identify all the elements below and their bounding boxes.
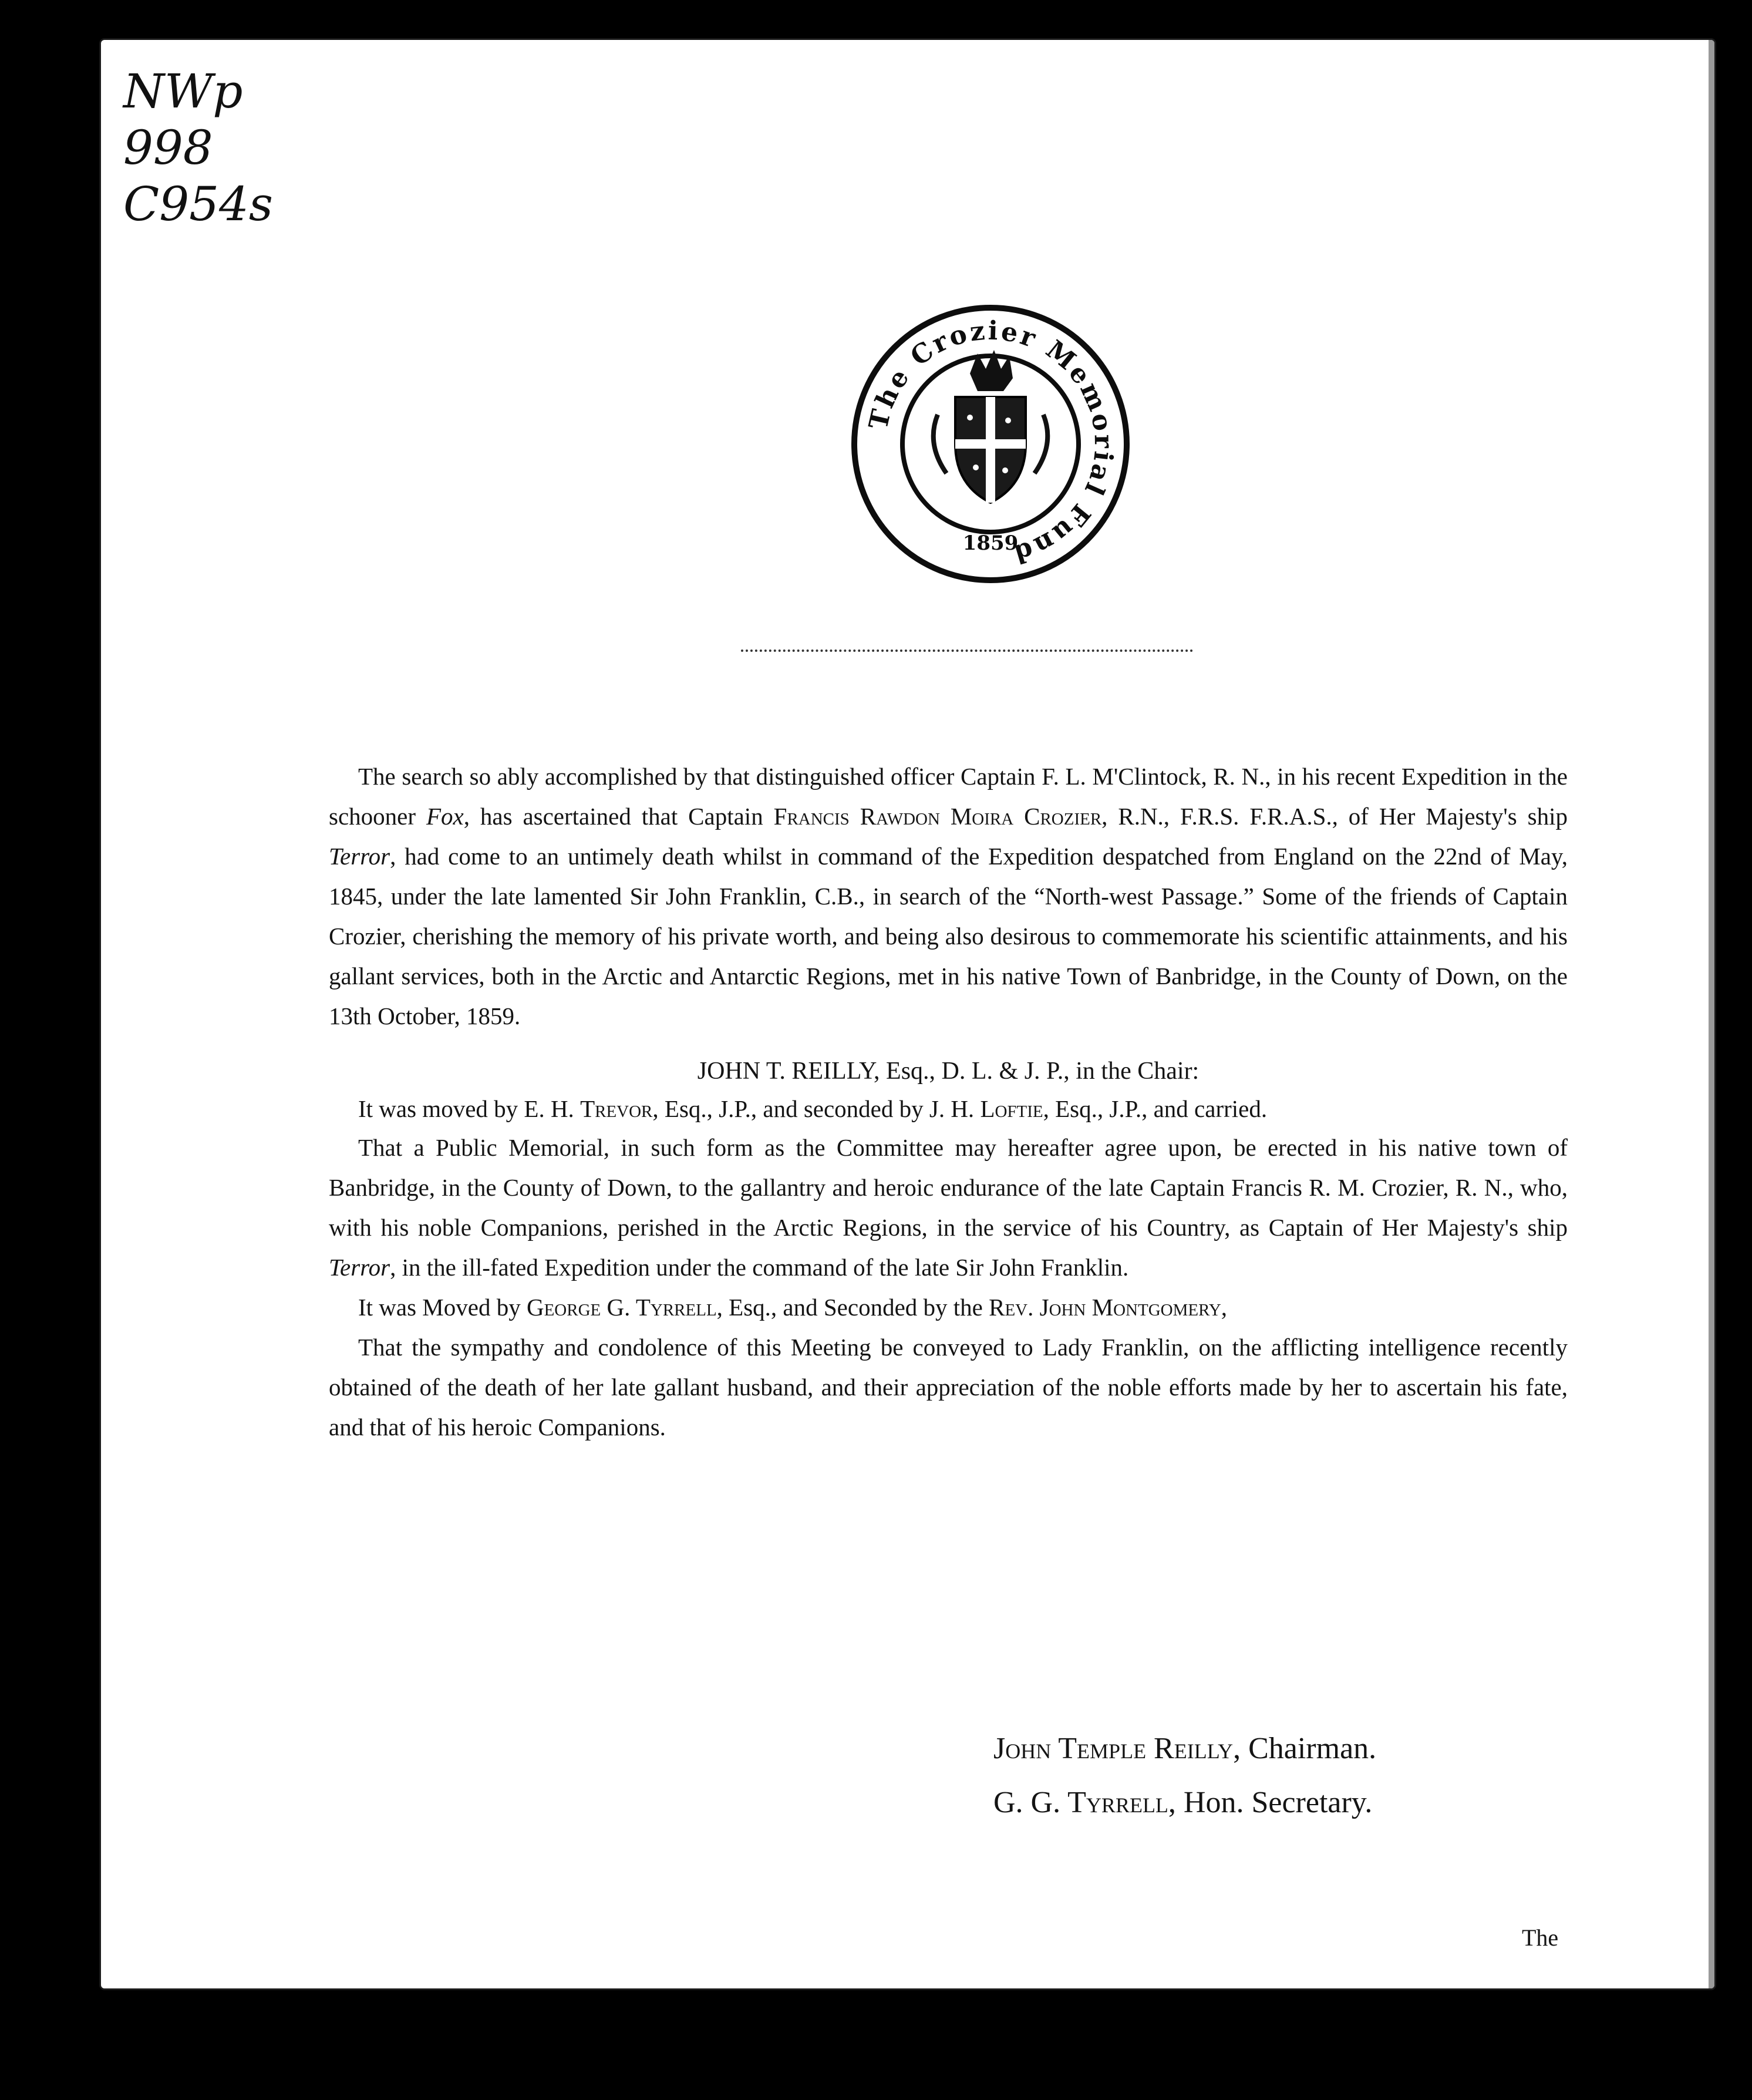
crozier-full-name: Francis Rawdon Moira Crozier <box>773 803 1102 830</box>
chairman-title: , Chairman. <box>1233 1732 1377 1765</box>
chairman-name: John Temple Reilly <box>993 1732 1234 1765</box>
document-body <box>329 756 1568 1447</box>
handwritten-call-number <box>123 63 346 233</box>
memorial-seal-icon <box>850 303 1131 585</box>
catchword: The <box>1522 1924 1559 1951</box>
ship-name-terror: Terror <box>329 843 390 870</box>
resolution1-ship-terror: Terror <box>329 1254 390 1281</box>
chairman-signature <box>993 1731 1376 1766</box>
motion1-text-a: It was moved by E. H. <box>358 1095 581 1122</box>
motion2-text-e: , <box>1221 1294 1228 1321</box>
resolution1-text-1: That a Public Memorial, in such form as the Committee may hereafter agree upon, be erected in his native town of Banbridge, in the County of Down, to the gallantry and heroic endurance of the late Captain Francis R. M. Crozier, R. N., who, with his noble Companions, perished in the Arctic Regions, in the service of his Country, as Captain of Her Majesty's ship <box>329 1134 1568 1241</box>
second-resolution: That the sympathy and condolence of this Meeting be conveyed to Lady Franklin, on the afflicting intelligence recently obtained of the death of her late gallant husband, and their appreciation of the noble efforts made by her to ascertain his fate, and that of his heroic Companions. <box>329 1334 1568 1441</box>
motion2-text-c: , Esq., and Seconded by the <box>716 1294 989 1321</box>
chair-line: JOHN T. REILLY, Esq., D. L. & J. P., in the Chair: <box>697 1058 1200 1085</box>
first-resolution <box>329 1128 1568 1287</box>
intro-text-3: , R.N., F.R.S. F.R.A.S., of Her Majesty's ship <box>1101 803 1568 830</box>
motion2-text-a: It was Moved by <box>358 1294 527 1321</box>
separator-rule <box>741 649 1193 652</box>
intro-text-1: The search so ably accomplished by that distinguished officer Captain F. L. M'Clintock, R. N., in his recent Expedition in the schooner <box>329 763 1568 830</box>
ship-name-fox: Fox <box>426 803 464 830</box>
mover-trevor: Trevor <box>580 1095 653 1122</box>
intro-text-2: , has ascertained that Captain <box>463 803 774 830</box>
resolution1-text-2: , in the ill-fated Expedition under the command of the late Sir John Franklin. <box>390 1254 1129 1281</box>
motion1-text-e: , Esq., J.P., and carried. <box>1043 1095 1268 1122</box>
intro-text-4: , had come to an untimely death whilst in command of the Expedition despatched from England on the 22nd of May, 1845, under the late lamented Sir John Franklin, C.B., in search of the “North-west Passage.” Some of the friends of Captain Crozier, cherishing the memory of his private worth, and being also desirous to commemorate his scientific attainments, and his gallant services, both in the Arctic and Antarctic Regions, met in his native Town of Banbridge, in the County of Down, on the 13th October, 1859. <box>329 843 1568 1029</box>
call-number-line-3: C954s <box>123 177 273 231</box>
seconder-montgomery: Rev. John Montgomery <box>989 1294 1221 1321</box>
secretary-signature <box>993 1785 1372 1820</box>
document-page <box>101 40 1714 1988</box>
secretary-name: G. G. Tyrrell <box>993 1786 1168 1819</box>
intro-paragraph <box>329 756 1568 1036</box>
seal-text: The Crozier Memorial Fund <box>863 315 1119 570</box>
call-number-line-2: 998 <box>123 120 213 175</box>
secretary-title: , Hon. Secretary. <box>1168 1786 1373 1819</box>
mover-tyrrell: George G. Tyrrell <box>526 1294 717 1321</box>
second-motion <box>329 1287 1568 1327</box>
seal-year: 1859 <box>962 531 1019 555</box>
seconder-loftie: Loftie <box>980 1095 1043 1122</box>
first-motion <box>329 1090 1568 1128</box>
call-number-line-1: NWp <box>123 64 243 119</box>
motion1-text-c: , Esq., J.P., and seconded by J. H. <box>652 1095 981 1122</box>
